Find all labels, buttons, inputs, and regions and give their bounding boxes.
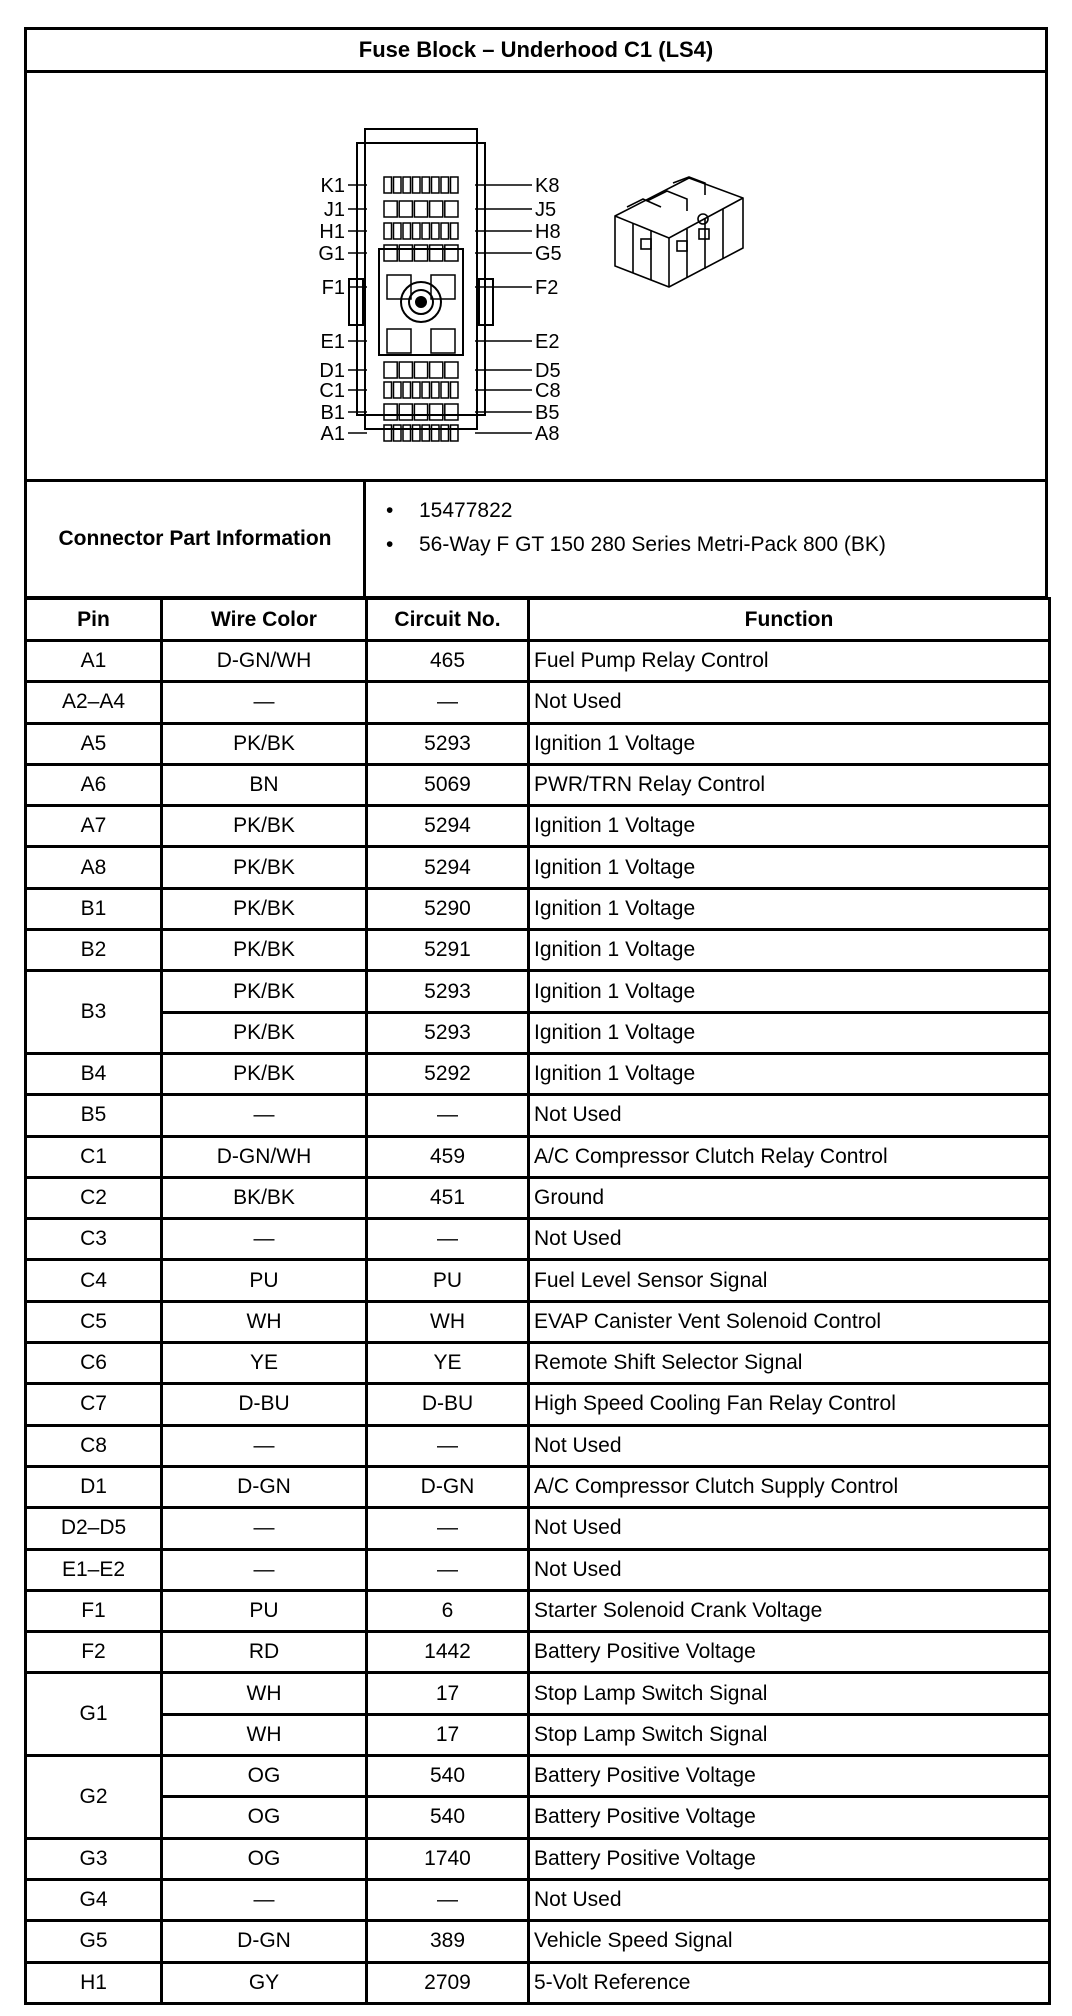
- cavity: [403, 425, 411, 441]
- function-cell: Ignition 1 Voltage: [529, 806, 1050, 847]
- circuit-cell: 17: [367, 1673, 529, 1714]
- function-cell: A/C Compressor Clutch Relay Control: [529, 1136, 1050, 1177]
- pin-cell: G2: [26, 1756, 162, 1839]
- pin-cell: G3: [26, 1838, 162, 1879]
- wire-color-cell: PU: [162, 1590, 367, 1631]
- cavity: [403, 223, 411, 239]
- table-row: [26, 1012, 1050, 1053]
- pin-cell: C6: [26, 1343, 162, 1384]
- table-row: [26, 1343, 1050, 1384]
- cavity: [445, 245, 458, 261]
- function-cell: Battery Positive Voltage: [529, 1632, 1050, 1673]
- function-cell: Fuel Level Sensor Signal: [529, 1260, 1050, 1301]
- cavity: [413, 177, 421, 193]
- pin-label-left: A1: [320, 423, 345, 445]
- cavity: [451, 177, 459, 193]
- wire-color-cell: PK/BK: [162, 806, 367, 847]
- left-pin-labels: [318, 175, 345, 445]
- circuit-cell: 1442: [367, 1632, 529, 1673]
- wire-color-cell: —: [162, 1879, 367, 1920]
- circuit-cell: —: [367, 1879, 529, 1920]
- circuit-cell: —: [367, 682, 529, 723]
- wire-color-cell: BN: [162, 764, 367, 805]
- table-row: [26, 1508, 1050, 1549]
- function-cell: Battery Positive Voltage: [529, 1797, 1050, 1838]
- pin-cell: H1: [26, 1962, 162, 2003]
- pin-cell: A2–A4: [26, 682, 162, 723]
- circuit-cell: 5294: [367, 847, 529, 888]
- pin-cell: A5: [26, 723, 162, 764]
- cavity: [441, 177, 449, 193]
- function-cell: 5-Volt Reference: [529, 1962, 1050, 2003]
- cavity: [430, 362, 443, 378]
- function-cell: Ground: [529, 1177, 1050, 1218]
- table-row: [26, 1797, 1050, 1838]
- pin-label-right: H8: [535, 221, 561, 243]
- table-row: [26, 1384, 1050, 1425]
- connector-part-info-list: [366, 482, 1045, 596]
- table-row: [26, 971, 1050, 1012]
- pin-label-left: B1: [320, 402, 345, 424]
- cavity: [451, 382, 459, 398]
- pin-cell: B1: [26, 888, 162, 929]
- circuit-cell: —: [367, 1219, 529, 1260]
- wire-color-cell: —: [162, 1508, 367, 1549]
- pin-label-right: F2: [535, 277, 559, 299]
- header-function: Function: [529, 599, 1050, 641]
- cavity: [403, 177, 411, 193]
- table-row: [26, 930, 1050, 971]
- cavity: [432, 177, 440, 193]
- wire-color-cell: YE: [162, 1343, 367, 1384]
- pinout-table: [24, 597, 1051, 2005]
- circuit-cell: D-BU: [367, 1384, 529, 1425]
- table-row: [26, 1219, 1050, 1260]
- cavity: [384, 362, 397, 378]
- pin-cell: D1: [26, 1466, 162, 1507]
- connector-isometric-view: [615, 177, 743, 287]
- cavity: [403, 382, 411, 398]
- wire-color-cell: PK/BK: [162, 888, 367, 929]
- function-cell: Ignition 1 Voltage: [529, 1053, 1050, 1094]
- wire-color-cell: —: [162, 682, 367, 723]
- circuit-cell: 5293: [367, 971, 529, 1012]
- cavity: [432, 382, 440, 398]
- table-row: [26, 1879, 1050, 1920]
- table-row: [26, 1632, 1050, 1673]
- cavity: [384, 223, 392, 239]
- circuit-cell: 5291: [367, 930, 529, 971]
- pin-label-right: K8: [535, 175, 560, 197]
- function-cell: Ignition 1 Voltage: [529, 1012, 1050, 1053]
- wire-color-cell: —: [162, 1095, 367, 1136]
- large-cavity: [387, 329, 411, 353]
- connector-diagram-panel: [24, 70, 1048, 482]
- pin-cell: B4: [26, 1053, 162, 1094]
- cavity: [394, 223, 402, 239]
- circuit-cell: 6: [367, 1590, 529, 1631]
- cavity: [445, 404, 458, 420]
- cavity: [413, 223, 421, 239]
- function-cell: PWR/TRN Relay Control: [529, 764, 1050, 805]
- pin-cell: F2: [26, 1632, 162, 1673]
- circuit-cell: 5293: [367, 1012, 529, 1053]
- pin-label-left: J1: [323, 199, 345, 221]
- pin-label-left: K1: [320, 175, 345, 197]
- cavity: [441, 425, 449, 441]
- circuit-cell: 5294: [367, 806, 529, 847]
- wire-color-cell: WH: [162, 1714, 367, 1755]
- cavity: [399, 404, 412, 420]
- table-header-row: [26, 599, 1050, 641]
- wire-color-cell: —: [162, 1219, 367, 1260]
- circuit-cell: 5069: [367, 764, 529, 805]
- wire-color-cell: PK/BK: [162, 847, 367, 888]
- cavity: [414, 362, 427, 378]
- header-circuit-no: Circuit No.: [367, 599, 529, 641]
- wire-color-cell: WH: [162, 1673, 367, 1714]
- wire-color-cell: —: [162, 1425, 367, 1466]
- function-cell: Ignition 1 Voltage: [529, 847, 1050, 888]
- cavity: [414, 201, 427, 217]
- pin-cell: C8: [26, 1425, 162, 1466]
- connector-part-info-label: Connector Part Information: [27, 482, 366, 596]
- cavity: [422, 382, 430, 398]
- wire-color-cell: D-GN: [162, 1466, 367, 1507]
- pin-cell: A8: [26, 847, 162, 888]
- pin-cell: D2–D5: [26, 1508, 162, 1549]
- pin-cell: C2: [26, 1177, 162, 1218]
- function-cell: Stop Lamp Switch Signal: [529, 1673, 1050, 1714]
- cavity: [384, 177, 392, 193]
- wire-color-cell: OG: [162, 1838, 367, 1879]
- table-row: [26, 1425, 1050, 1466]
- part-number-value: 15477822: [419, 499, 513, 522]
- header-pin: Pin: [26, 599, 162, 641]
- function-cell: EVAP Canister Vent Solenoid Control: [529, 1301, 1050, 1342]
- function-cell: A/C Compressor Clutch Supply Control: [529, 1466, 1050, 1507]
- pin-label-left: C1: [319, 380, 345, 402]
- connector-sheet: [24, 27, 1048, 2016]
- wire-color-cell: BK/BK: [162, 1177, 367, 1218]
- function-cell: Not Used: [529, 1549, 1050, 1590]
- table-row: [26, 1466, 1050, 1507]
- bullet: •: [386, 533, 394, 556]
- circuit-cell: 540: [367, 1797, 529, 1838]
- cavity: [384, 425, 392, 441]
- large-cavity: [431, 329, 455, 353]
- pin-cell: B3: [26, 971, 162, 1054]
- wire-color-cell: PU: [162, 1260, 367, 1301]
- cavity: [441, 382, 449, 398]
- wire-color-cell: GY: [162, 1962, 367, 2003]
- pin-label-right: E2: [535, 331, 560, 353]
- connector-part-info: [24, 479, 1048, 599]
- cavity: [413, 382, 421, 398]
- circuit-cell: PU: [367, 1260, 529, 1301]
- pin-label-left: F1: [321, 277, 345, 299]
- pin-cell: F1: [26, 1590, 162, 1631]
- pin-label-left: G1: [318, 243, 345, 265]
- cavity: [422, 223, 430, 239]
- cavity: [394, 425, 402, 441]
- table-row: [26, 1095, 1050, 1136]
- wire-color-cell: RD: [162, 1632, 367, 1673]
- table-row: [26, 764, 1050, 805]
- pinout-table-body: [26, 641, 1050, 2004]
- cavity: [430, 404, 443, 420]
- cavity: [384, 245, 397, 261]
- cavity: [413, 425, 421, 441]
- pin-cell: G4: [26, 1879, 162, 1920]
- cavity: [430, 245, 443, 261]
- function-cell: Vehicle Speed Signal: [529, 1921, 1050, 1962]
- table-row: [26, 723, 1050, 764]
- cavity-grid: [384, 177, 458, 441]
- wire-color-cell: OG: [162, 1797, 367, 1838]
- cavity: [384, 382, 392, 398]
- connector-housing: [349, 129, 493, 429]
- pin-cell: G1: [26, 1673, 162, 1756]
- connector-description-value: 56-Way F GT 150 280 Series Metri-Pack 800 (BK): [419, 533, 886, 556]
- pin-cell: A6: [26, 764, 162, 805]
- cavity: [399, 201, 412, 217]
- table-row: [26, 1136, 1050, 1177]
- pin-label-right: J5: [535, 199, 557, 221]
- table-row: [26, 806, 1050, 847]
- pin-cell: C3: [26, 1219, 162, 1260]
- pin-cell: E1–E2: [26, 1549, 162, 1590]
- table-row: [26, 1962, 1050, 2003]
- table-row: [26, 1260, 1050, 1301]
- table-row: [26, 1921, 1050, 1962]
- table-row: [26, 682, 1050, 723]
- wire-color-cell: OG: [162, 1756, 367, 1797]
- table-row: [26, 888, 1050, 929]
- table-row: [26, 1714, 1050, 1755]
- wire-color-cell: —: [162, 1549, 367, 1590]
- pin-label-right: C8: [535, 380, 561, 402]
- table-row: [26, 641, 1050, 682]
- pin-cell: C7: [26, 1384, 162, 1425]
- table-row: [26, 1673, 1050, 1714]
- wire-color-cell: PK/BK: [162, 971, 367, 1012]
- circuit-cell: 1740: [367, 1838, 529, 1879]
- function-cell: Ignition 1 Voltage: [529, 723, 1050, 764]
- function-cell: Battery Positive Voltage: [529, 1838, 1050, 1879]
- cavity: [441, 223, 449, 239]
- cavity: [422, 425, 430, 441]
- wire-color-cell: PK/BK: [162, 1012, 367, 1053]
- circuit-cell: D-GN: [367, 1466, 529, 1507]
- pin-label-left: E1: [320, 331, 345, 353]
- page-title: Fuse Block – Underhood C1 (LS4): [24, 27, 1048, 73]
- table-row: [26, 1549, 1050, 1590]
- function-cell: Not Used: [529, 1425, 1050, 1466]
- circuit-cell: 5290: [367, 888, 529, 929]
- function-cell: Not Used: [529, 1095, 1050, 1136]
- pin-label-right: A8: [535, 423, 560, 445]
- cavity: [445, 362, 458, 378]
- cavity: [384, 404, 397, 420]
- cavity: [451, 223, 459, 239]
- pin-label-right: D5: [535, 360, 561, 382]
- table-row: [26, 1177, 1050, 1218]
- cavity: [414, 404, 427, 420]
- circuit-cell: 451: [367, 1177, 529, 1218]
- pin-cell: A7: [26, 806, 162, 847]
- function-cell: Ignition 1 Voltage: [529, 930, 1050, 971]
- pin-cell: A1: [26, 641, 162, 682]
- cavity: [422, 177, 430, 193]
- part-number: [374, 497, 1045, 531]
- cavity: [432, 223, 440, 239]
- wire-color-cell: D-GN: [162, 1921, 367, 1962]
- table-row: [26, 1053, 1050, 1094]
- function-cell: Not Used: [529, 1508, 1050, 1549]
- function-cell: Not Used: [529, 682, 1050, 723]
- circuit-cell: 5292: [367, 1053, 529, 1094]
- cavity: [399, 362, 412, 378]
- wire-color-cell: D-GN/WH: [162, 1136, 367, 1177]
- circuit-cell: YE: [367, 1343, 529, 1384]
- wire-color-cell: D-GN/WH: [162, 641, 367, 682]
- cavity: [394, 177, 402, 193]
- circuit-cell: WH: [367, 1301, 529, 1342]
- function-cell: Not Used: [529, 1219, 1050, 1260]
- table-row: [26, 847, 1050, 888]
- pin-label-left: D1: [319, 360, 345, 382]
- circuit-cell: —: [367, 1095, 529, 1136]
- pin-cell: C5: [26, 1301, 162, 1342]
- pin-cell: C1: [26, 1136, 162, 1177]
- wire-color-cell: PK/BK: [162, 1053, 367, 1094]
- pin-cell: B2: [26, 930, 162, 971]
- circuit-cell: 2709: [367, 1962, 529, 2003]
- circuit-cell: 17: [367, 1714, 529, 1755]
- pin-cell: G5: [26, 1921, 162, 1962]
- bullet: •: [386, 499, 394, 522]
- circuit-cell: —: [367, 1508, 529, 1549]
- function-cell: Starter Solenoid Crank Voltage: [529, 1590, 1050, 1631]
- wire-color-cell: D-BU: [162, 1384, 367, 1425]
- function-cell: Ignition 1 Voltage: [529, 888, 1050, 929]
- wire-color-cell: WH: [162, 1301, 367, 1342]
- table-row: [26, 1838, 1050, 1879]
- pin-label-left: H1: [319, 221, 345, 243]
- circuit-cell: 465: [367, 641, 529, 682]
- function-cell: Not Used: [529, 1879, 1050, 1920]
- cavity: [432, 425, 440, 441]
- circuit-cell: 389: [367, 1921, 529, 1962]
- connector-description: [374, 531, 1045, 565]
- wire-color-cell: PK/BK: [162, 930, 367, 971]
- function-cell: Ignition 1 Voltage: [529, 971, 1050, 1012]
- circuit-cell: 540: [367, 1756, 529, 1797]
- function-cell: Battery Positive Voltage: [529, 1756, 1050, 1797]
- circuit-cell: —: [367, 1549, 529, 1590]
- function-cell: Stop Lamp Switch Signal: [529, 1714, 1050, 1755]
- function-cell: High Speed Cooling Fan Relay Control: [529, 1384, 1050, 1425]
- cavity: [414, 245, 427, 261]
- table-row: [26, 1756, 1050, 1797]
- cavity: [394, 382, 402, 398]
- table-row: [26, 1590, 1050, 1631]
- circuit-cell: —: [367, 1425, 529, 1466]
- header-wire-color: Wire Color: [162, 599, 367, 641]
- cavity: [399, 245, 412, 261]
- cavity: [430, 201, 443, 217]
- wire-color-cell: PK/BK: [162, 723, 367, 764]
- connector-face-diagram: [27, 73, 1045, 479]
- function-cell: Remote Shift Selector Signal: [529, 1343, 1050, 1384]
- pin-label-right: G5: [535, 243, 562, 265]
- cavity: [445, 201, 458, 217]
- pin-cell: C4: [26, 1260, 162, 1301]
- pin-cell: B5: [26, 1095, 162, 1136]
- pin-label-right: B5: [535, 402, 560, 424]
- table-row: [26, 1301, 1050, 1342]
- function-cell: Fuel Pump Relay Control: [529, 641, 1050, 682]
- cavity: [451, 425, 459, 441]
- cavity: [384, 201, 397, 217]
- circuit-cell: 5293: [367, 723, 529, 764]
- circuit-cell: 459: [367, 1136, 529, 1177]
- right-pin-labels: [535, 175, 562, 445]
